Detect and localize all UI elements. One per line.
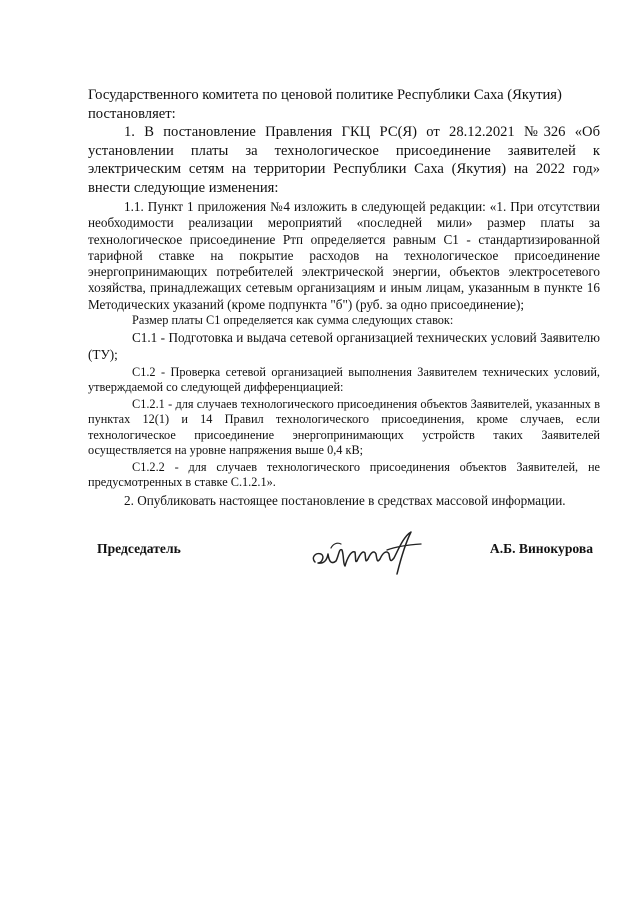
rate-c1-2: С1.2 - Проверка сетевой организацией выполнения Заявителем технических условий, утверждаемой со следующей дифференциацией: — [88, 364, 600, 395]
handwritten-signature — [309, 528, 427, 578]
rate-c1-sum: Размер платы С1 определяется как сумма следующих ставок: — [132, 313, 454, 328]
rate-c1-2-1: С1.2.1 - для случаев технологического присоединения объектов Заявителей, указанных в пунктах 12(1) и 14 Правил технологического присоединения, кроме случаев, если технологическое присоединение энергопринимающих устройств таких Заявителей осуществляется на уровне напряжения выше 0,4 кВ; — [88, 397, 600, 457]
signature-row — [97, 528, 593, 578]
item-1: 1. В постановление Правления ГКЦ РС(Я) от 28.12.2021 №326 «Об установлении платы за технологическое присоединение заявителей к электрическим сетям на территории Республики Саха (Якутия) на 2022 год» внести следующие изменения: — [88, 124, 600, 196]
document-body — [88, 86, 600, 509]
rate-c1-2-2: С1.2.2 - для случаев технологического присоединения объектов Заявителей, не предусмотренных в ставке С.1.2.1». — [88, 460, 600, 490]
intro-line: Государственного комитета по ценовой политике Республики Саха (Якутия) — [88, 87, 562, 103]
signatory-title: Председатель — [97, 541, 181, 556]
item-2: 2. Опубликовать настоящее постановление в средствах массовой информации. — [124, 492, 566, 508]
item-1-1: 1.1. Пункт 1 приложения №4 изложить в следующей редакции: «1. При отсутствии необходимости реализации мероприятий «последней мили» размер платы за технологическое присоединение Ртп определяется равным С1 - стандартизированной тарифной ставке на покрытие расходов на технологическое присоединение энергопринимающих потребителей электрической энергии, объектов электросетевого хозяйства, принадлежащих сетевым организациям и иным лицам, указанным в пункте 16 Методических указаний (кроме подпункта "б") (руб. за одно присоединение); — [88, 199, 600, 312]
signatory-name: А.Б. Винокурова — [489, 541, 593, 556]
resolves-line: постановляет: — [88, 105, 176, 122]
rate-c1-1: С1.1 - Подготовка и выдача сетевой организацией технических условий Заявителю (ТУ); — [88, 330, 600, 362]
